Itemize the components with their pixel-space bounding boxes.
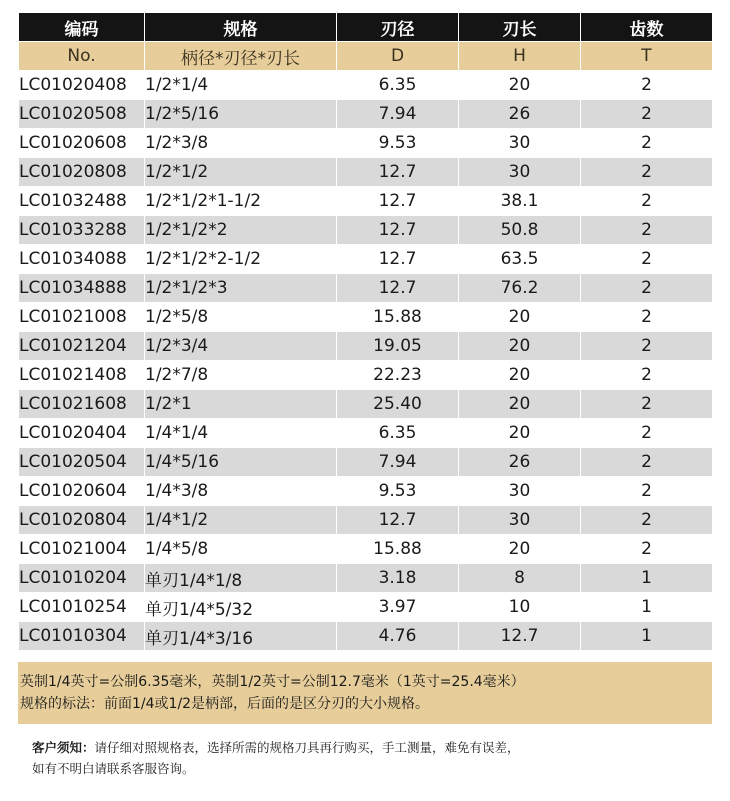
cell-teeth: 2	[581, 187, 713, 216]
table-row	[19, 245, 713, 274]
cell-diameter: 12.7	[337, 274, 459, 303]
cell-code: LC01034088	[19, 245, 145, 274]
cell-teeth: 2	[581, 158, 713, 187]
notice-text-1: 请仔细对照规格表，选择所需的规格刀具再行购买，手工测量，难免有误差，	[94, 740, 520, 755]
cell-diameter: 12.7	[337, 506, 459, 535]
cell-diameter: 9.53	[337, 129, 459, 158]
table-row	[19, 332, 713, 361]
cell-code: LC01033288	[19, 216, 145, 245]
cell-length: 20	[459, 419, 581, 448]
cell-spec: 1/2*1/2*2	[145, 216, 337, 245]
cell-teeth: 1	[581, 593, 713, 622]
notice-line-2: 如有不明白请联系客服咨询。	[32, 761, 195, 776]
cell-teeth: 2	[581, 71, 713, 100]
cell-length: 30	[459, 506, 581, 535]
table-row	[19, 361, 713, 390]
cell-spec: 1/2*1/2*1-1/2	[145, 187, 337, 216]
cell-length: 30	[459, 477, 581, 506]
table-row	[19, 158, 713, 187]
cell-spec: 1/2*7/8	[145, 361, 337, 390]
cell-length: 38.1	[459, 187, 581, 216]
cell-length: 20	[459, 303, 581, 332]
cell-diameter: 4.76	[337, 622, 459, 651]
table-subheader-row	[19, 42, 713, 71]
cell-teeth: 2	[581, 448, 713, 477]
cell-diameter: 6.35	[337, 71, 459, 100]
cell-spec: 单刃1/4*5/32	[145, 593, 337, 622]
table-row	[19, 564, 713, 593]
cell-code: LC01034888	[19, 274, 145, 303]
cell-length: 26	[459, 448, 581, 477]
cell-code: LC01021204	[19, 332, 145, 361]
cell-code: LC01021408	[19, 361, 145, 390]
cell-diameter: 15.88	[337, 303, 459, 332]
table-row	[19, 187, 713, 216]
cell-code: LC01020508	[19, 100, 145, 129]
cell-length: 30	[459, 129, 581, 158]
subheader-length: H	[459, 42, 581, 71]
cell-length: 63.5	[459, 245, 581, 274]
table-row	[19, 506, 713, 535]
table-row	[19, 477, 713, 506]
cell-teeth: 1	[581, 564, 713, 593]
cell-teeth: 2	[581, 216, 713, 245]
cell-code: LC01020604	[19, 477, 145, 506]
table-row	[19, 535, 713, 564]
cell-spec: 1/2*1/2	[145, 158, 337, 187]
cell-diameter: 12.7	[337, 158, 459, 187]
header-code: 编码	[19, 13, 145, 42]
cell-code: LC01020504	[19, 448, 145, 477]
cell-length: 20	[459, 361, 581, 390]
cell-code: LC01021008	[19, 303, 145, 332]
customer-notice	[32, 737, 712, 779]
cell-code: LC01032488	[19, 187, 145, 216]
cell-code: LC01021608	[19, 390, 145, 419]
spec-table	[18, 12, 713, 651]
cell-code: LC01010304	[19, 622, 145, 651]
table-row	[19, 448, 713, 477]
cell-teeth: 2	[581, 390, 713, 419]
table-row	[19, 274, 713, 303]
cell-spec: 1/2*1	[145, 390, 337, 419]
cell-diameter: 19.05	[337, 332, 459, 361]
cell-code: LC01021004	[19, 535, 145, 564]
cell-spec: 单刃1/4*1/8	[145, 564, 337, 593]
cell-length: 20	[459, 535, 581, 564]
cell-length: 50.8	[459, 216, 581, 245]
cell-spec: 1/2*3/4	[145, 332, 337, 361]
subheader-diameter: D	[337, 42, 459, 71]
cell-spec: 1/2*5/16	[145, 100, 337, 129]
cell-code: LC01020408	[19, 71, 145, 100]
notice-label: 客户须知：	[32, 740, 95, 755]
notes-line-1: 英制1/4英寸=公制6.35毫米，英制1/2英寸=公制12.7毫米（1英寸=25.4毫米）	[20, 674, 525, 690]
cell-length: 76.2	[459, 274, 581, 303]
cell-spec: 1/4*3/8	[145, 477, 337, 506]
cell-code: LC01010204	[19, 564, 145, 593]
table-row	[19, 390, 713, 419]
cell-spec: 1/2*3/8	[145, 129, 337, 158]
cell-diameter: 12.7	[337, 216, 459, 245]
cell-spec: 1/2*1/2*2-1/2	[145, 245, 337, 274]
cell-diameter: 15.88	[337, 535, 459, 564]
subheader-code: No.	[19, 42, 145, 71]
cell-spec: 1/2*5/8	[145, 303, 337, 332]
cell-teeth: 2	[581, 535, 713, 564]
cell-teeth: 2	[581, 506, 713, 535]
cell-length: 26	[459, 100, 581, 129]
table-header-row	[19, 13, 713, 42]
cell-length: 8	[459, 564, 581, 593]
cell-diameter: 9.53	[337, 477, 459, 506]
notes-line-2: 规格的标法：前面1/4或1/2是柄部，后面的是区分刃的大小规格。	[20, 696, 430, 712]
cell-code: LC01010254	[19, 593, 145, 622]
subheader-spec: 柄径*刃径*刃长	[145, 42, 337, 71]
cell-spec: 1/4*5/16	[145, 448, 337, 477]
table-row	[19, 71, 713, 100]
table-row	[19, 303, 713, 332]
cell-diameter: 6.35	[337, 419, 459, 448]
cell-teeth: 2	[581, 100, 713, 129]
table-row	[19, 216, 713, 245]
cell-teeth: 2	[581, 303, 713, 332]
cell-code: LC01020608	[19, 129, 145, 158]
cell-length: 20	[459, 390, 581, 419]
cell-teeth: 2	[581, 477, 713, 506]
cell-length: 20	[459, 332, 581, 361]
table-row	[19, 593, 713, 622]
header-length: 刃长	[459, 13, 581, 42]
table-row	[19, 129, 713, 158]
cell-teeth: 2	[581, 419, 713, 448]
cell-spec: 1/4*1/2	[145, 506, 337, 535]
cell-diameter: 3.18	[337, 564, 459, 593]
cell-diameter: 7.94	[337, 100, 459, 129]
cell-diameter: 3.97	[337, 593, 459, 622]
conversion-notes	[18, 662, 712, 724]
cell-teeth: 2	[581, 361, 713, 390]
cell-spec: 1/2*1/2*3	[145, 274, 337, 303]
cell-teeth: 2	[581, 129, 713, 158]
table-row	[19, 100, 713, 129]
table-body	[19, 71, 713, 651]
cell-diameter: 22.23	[337, 361, 459, 390]
header-diameter: 刃径	[337, 13, 459, 42]
cell-teeth: 2	[581, 245, 713, 274]
notice-line-1	[32, 737, 712, 758]
header-teeth: 齿数	[581, 13, 713, 42]
spec-table-container	[18, 12, 712, 651]
subheader-teeth: T	[581, 42, 713, 71]
cell-teeth: 2	[581, 332, 713, 361]
cell-diameter: 12.7	[337, 245, 459, 274]
cell-spec: 1/2*1/4	[145, 71, 337, 100]
cell-code: LC01020804	[19, 506, 145, 535]
header-spec: 规格	[145, 13, 337, 42]
cell-spec: 1/4*1/4	[145, 419, 337, 448]
cell-spec: 单刃1/4*3/16	[145, 622, 337, 651]
cell-length: 10	[459, 593, 581, 622]
cell-length: 12.7	[459, 622, 581, 651]
cell-diameter: 25.40	[337, 390, 459, 419]
cell-teeth: 2	[581, 274, 713, 303]
cell-length: 30	[459, 158, 581, 187]
table-row	[19, 622, 713, 651]
cell-length: 20	[459, 71, 581, 100]
table-row	[19, 419, 713, 448]
cell-code: LC01020808	[19, 158, 145, 187]
cell-diameter: 7.94	[337, 448, 459, 477]
cell-spec: 1/4*5/8	[145, 535, 337, 564]
cell-teeth: 1	[581, 622, 713, 651]
cell-code: LC01020404	[19, 419, 145, 448]
cell-diameter: 12.7	[337, 187, 459, 216]
